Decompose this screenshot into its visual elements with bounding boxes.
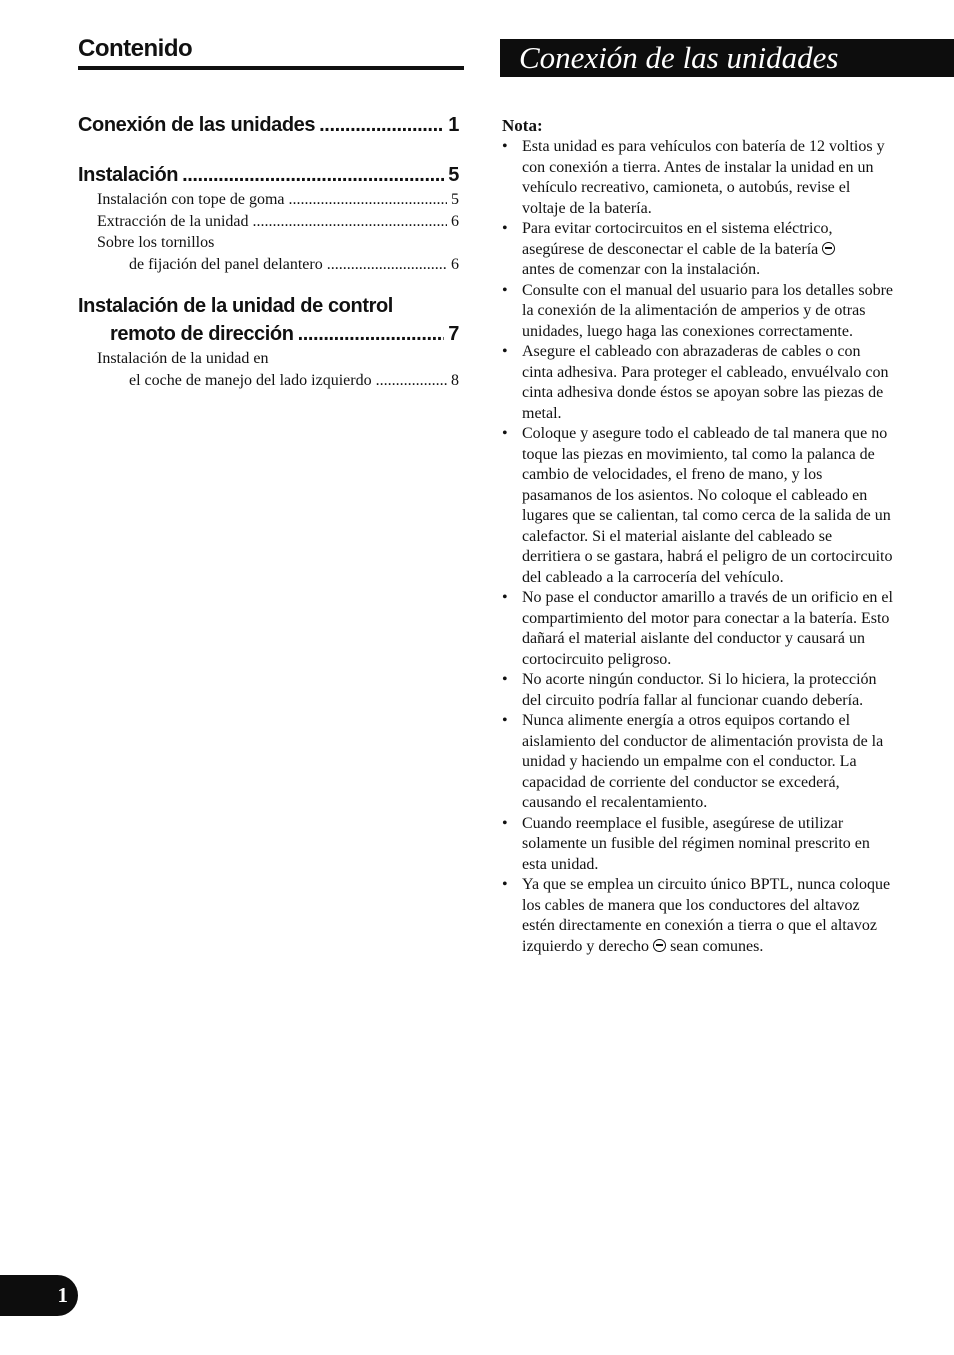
toc-page: 7: [448, 323, 459, 345]
note-list: [502, 137, 894, 957]
toc-title: remoto de dirección: [110, 323, 294, 345]
toc-leader: [289, 189, 448, 211]
page-number: 1: [57, 1283, 68, 1307]
note-item: [502, 588, 894, 670]
note-item: [502, 219, 894, 281]
toc-title: el coche de manejo del lado izquierdo: [129, 371, 372, 389]
note-text: Cuando reemplace el fusible, asegúrese de utilizar solamente un fusible del régimen nominal prescrito en esta unidad.: [522, 814, 870, 873]
page-number-tab: [0, 1275, 78, 1316]
negative-terminal-icon: [653, 939, 666, 952]
note-text: Nunca alimente energía a otros equipos cortando el aislamiento del conductor de alimentación provista de la unidad y haciendo un empalme con el conductor. La capacidad de corriente del conductor se excederá, causando el recalentamiento.: [522, 712, 884, 811]
toc-page: 6: [451, 255, 459, 273]
note-text: Esta unidad es para vehículos con batería de 12 voltios y con conexión a tierra. Antes de instalar la unidad en un vehículo recreativo, camioneta, o autobús, revise el voltaje de la batería.: [522, 138, 885, 217]
note-text: Coloque y asegure todo el cableado de tal manera que no toque las piezas en movimiento, tal como la palanca de cambio de velocidades, el freno de mano, y los pasamanos de los asientos. No coloque el cableado en lugares que se calientan, tal como cerca de la salida de un calefactor. Si el material aislante del cableado se derritiera o se gastara, habrá el peligro de un cortocircuito del cableado a la carrocería del vehículo.: [522, 425, 893, 586]
note-text: antes de comenzar con la instalación.: [522, 261, 761, 278]
toc-page: 1: [448, 114, 459, 136]
toc-page: 5: [451, 191, 459, 208]
toc-title-line[interactable]: Instalación de la unidad en: [97, 350, 269, 367]
toc-title: Extracción de la unidad: [97, 212, 249, 230]
toc-title: de fijación del panel delantero: [129, 255, 323, 273]
toc-entry[interactable]: [78, 189, 459, 211]
note-item: [502, 711, 894, 814]
note-item: [502, 875, 894, 957]
note-text: Para evitar cortocircuitos en el sistema eléctrico, asegúrese de desconectar el cable de la batería: [522, 220, 833, 258]
note-item: [502, 670, 894, 711]
toc-entry[interactable]: [78, 111, 459, 139]
note-text: No acorte ningún conductor. Si lo hiciera, la protección del circuito podría fallar al funcionar cuando debería.: [522, 671, 877, 709]
toc-entry[interactable]: [78, 370, 459, 392]
contents-heading: Contenido: [78, 34, 464, 70]
note-text: Ya que se emplea un circuito único BPTL, nunca coloque los cables de manera que los conductores del altavoz estén directamente en conexión a tierra o que el altavoz izquierdo y derecho: [522, 876, 891, 955]
toc-title-line[interactable]: Instalación de la unidad de control: [78, 295, 393, 317]
toc-entry[interactable]: [78, 161, 459, 189]
note-item: [502, 424, 894, 588]
note-heading: Nota:: [502, 116, 543, 135]
note-item: [502, 281, 894, 343]
table-of-contents: [78, 110, 459, 391]
toc-page: 6: [451, 212, 459, 230]
toc-leader: [376, 370, 447, 392]
section-title: Conexión de las unidades: [519, 40, 839, 75]
toc-entry[interactable]: [78, 320, 459, 348]
note-text: Asegure el cableado con abrazaderas de cables o con cinta adhesiva. Para proteger el cableado, envuélvalo con cinta adhesiva donde éstos se apoyan sobre las piezas de metal.: [522, 343, 889, 422]
negative-terminal-icon: [822, 242, 835, 255]
toc-leader: [298, 320, 445, 348]
contents-column: [78, 34, 464, 70]
toc-entry[interactable]: [78, 211, 459, 233]
toc-leader: [182, 161, 444, 189]
toc-title-line[interactable]: Sobre los tornillos: [97, 234, 215, 251]
toc-leader: [253, 211, 448, 233]
toc-leader: [319, 111, 444, 139]
note-text: Consulte con el manual del usuario para los detalles sobre la conexión de la alimentación de amperios y de otras unidades, luego haga las conexiones correctamente.: [522, 281, 894, 340]
note-text: sean comunes.: [670, 937, 764, 955]
note-item: [502, 814, 894, 876]
note-item: [502, 137, 894, 219]
toc-page: 8: [451, 371, 459, 389]
note-text: No pase el conductor amarillo a través de un orificio en el compartimiento del motor para conectar a la batería. Esto dañará el material aislante del conductor y causará un cortocircuito peligroso.: [522, 589, 893, 668]
note-item: [502, 342, 894, 424]
toc-leader: [327, 254, 447, 276]
toc-title: Conexión de las unidades: [78, 114, 316, 136]
toc-title: Instalación: [78, 164, 179, 186]
toc-title: Instalación con tope de goma: [97, 191, 285, 208]
toc-page: 5: [448, 164, 459, 186]
section-title-bar: [500, 39, 954, 77]
note-block: [502, 115, 894, 957]
toc-entry[interactable]: [78, 254, 459, 276]
